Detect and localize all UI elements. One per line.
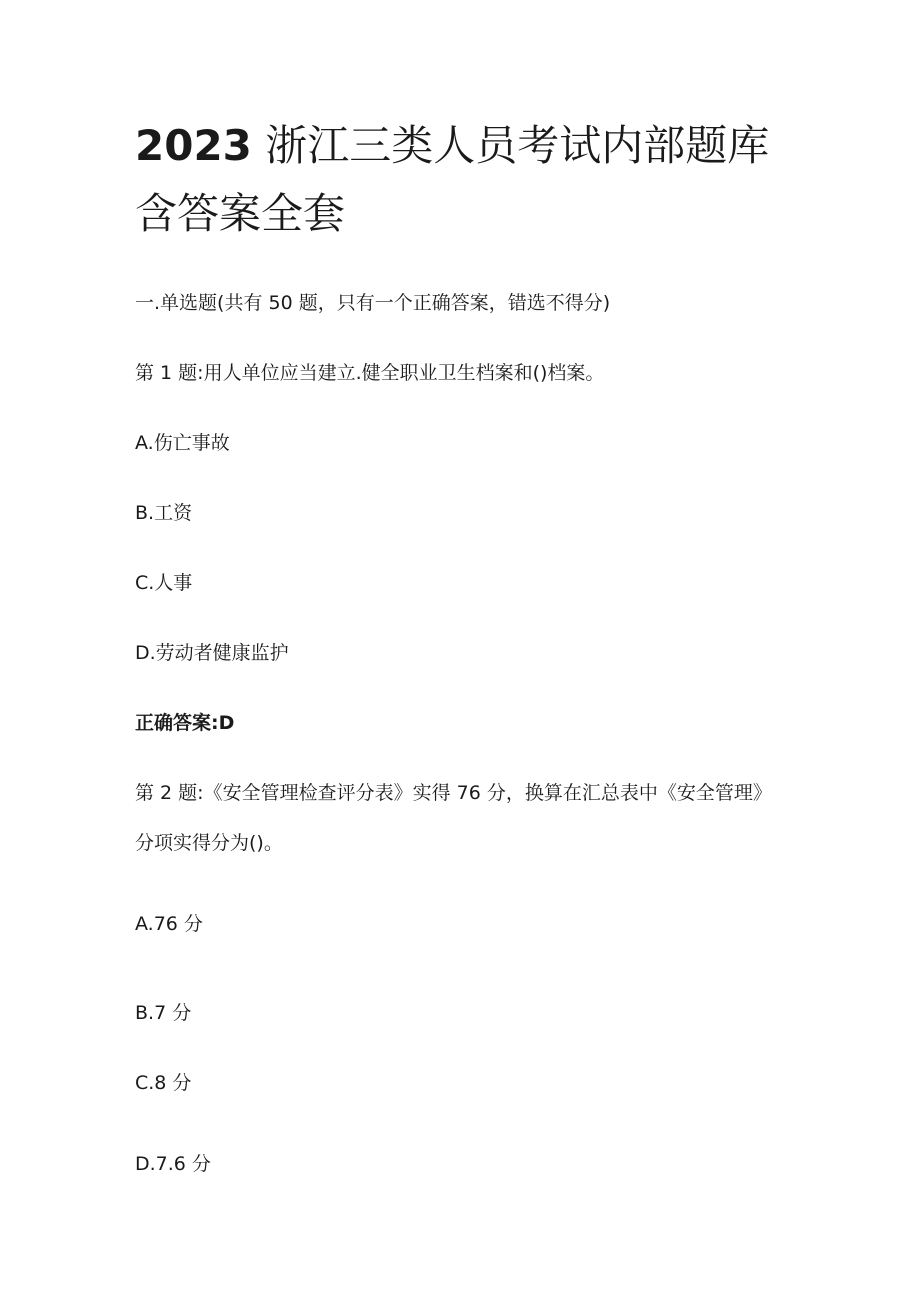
title-text: 浙江三类人员考试内部题库含答案全套: [135, 121, 770, 238]
question-1-option-b: B.工资: [135, 502, 193, 524]
section-heading: 一.单选题(共有 50 题，只有一个正确答案，错选不得分): [135, 292, 611, 314]
question-2-option-a: A.76 分: [135, 913, 203, 935]
question-2-option-c: C.8 分: [135, 1072, 192, 1094]
question-2-option-d: D.7.6 分: [135, 1153, 211, 1175]
question-1-option-c: C.人事: [135, 572, 193, 594]
title-year: 2023: [135, 121, 252, 170]
question-2-option-b: B.7 分: [135, 1002, 192, 1024]
question-2-stem: 第 2 题:《安全管理检查评分表》实得 76 分，换算在汇总表中《安全管理》分项实得分为()。: [135, 782, 772, 854]
question-1-stem: 第 1 题:用人单位应当建立.健全职业卫生档案和()档案。: [135, 362, 605, 384]
question-1-answer: 正确答案:D: [135, 712, 235, 734]
question-1-option-a: A.伤亡事故: [135, 432, 230, 454]
document-title: [135, 112, 795, 248]
question-1-option-d: D.劳动者健康监护: [135, 642, 289, 664]
